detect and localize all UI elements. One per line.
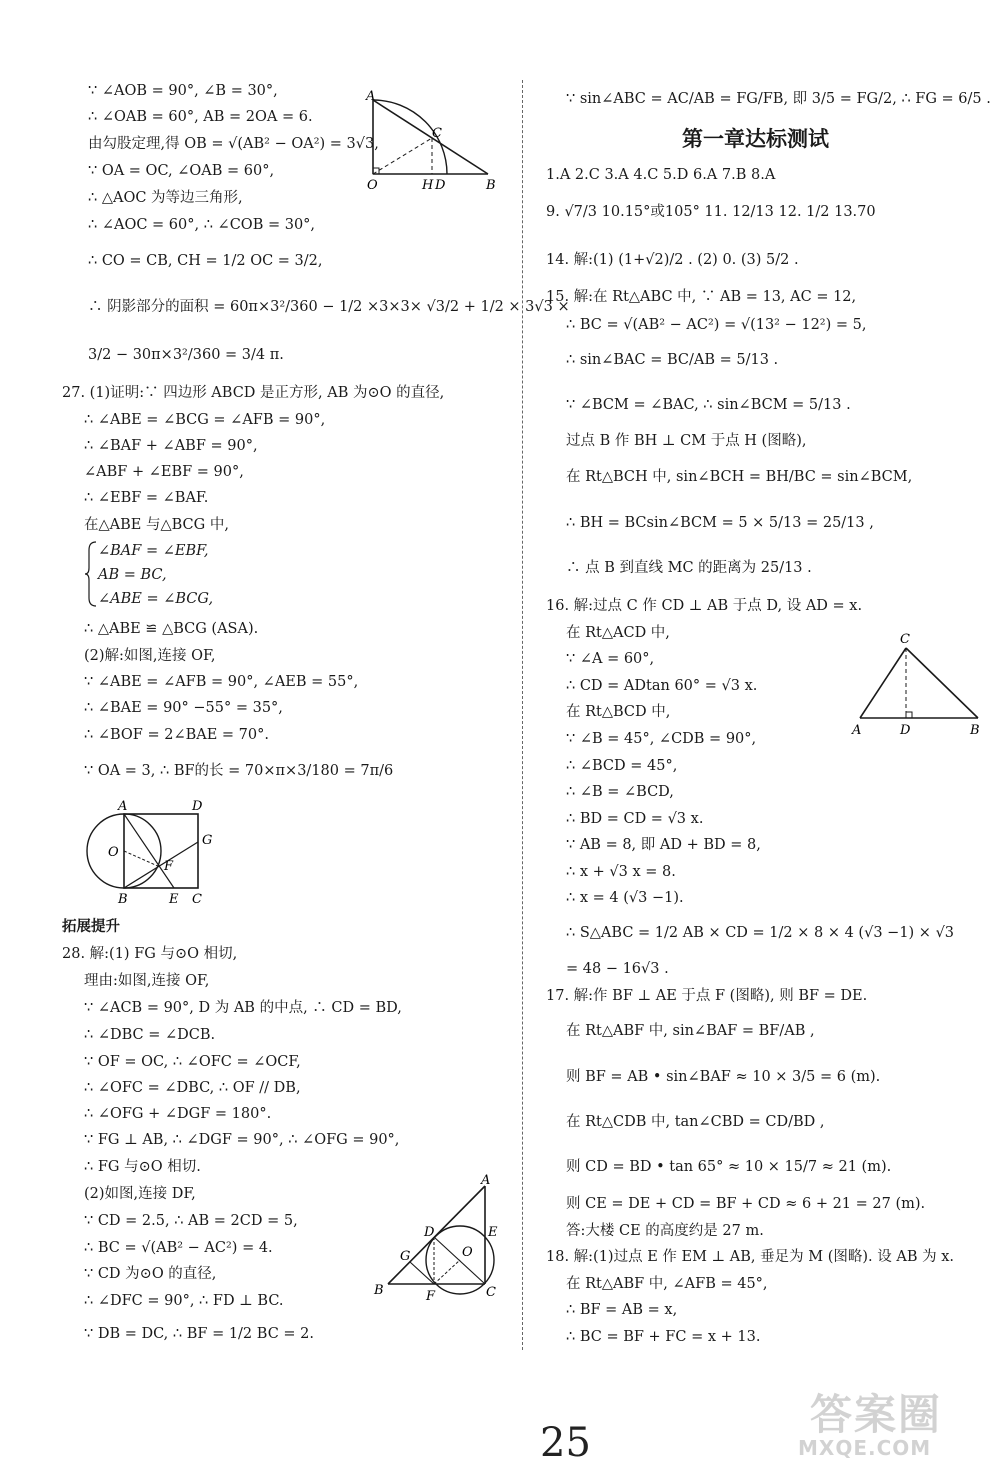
- right-line-16: ∵ ∠A = 60°,: [566, 651, 655, 667]
- left-line-4: ∵ OA = OC, ∠OAB = 60°,: [88, 163, 275, 179]
- left-line-3: 由勾股定理,得 OB = √(AB² − OA²) = 3√3,: [88, 136, 379, 152]
- right-line-1: ∵ sin∠ABC = AC/AB = FG/FB, 即 3/5 = FG/2, ∴ FG = 6/5 .: [566, 91, 991, 107]
- left-line-35: (2)如图,连接 DF,: [84, 1186, 196, 1202]
- left-line-16: ∠BAF = ∠EBF,: [98, 543, 209, 559]
- fig1-label: D: [435, 178, 446, 193]
- left-line-40: ∵ DB = DC, ∴ BF = 1/2 BC = 2.: [84, 1326, 314, 1342]
- watermark: [790, 1382, 990, 1464]
- fig1-label: B: [486, 178, 496, 193]
- figure-triangle-circle: [370, 1170, 510, 1306]
- right-line-19: ∵ ∠B = 45°, ∠CDB = 90°,: [566, 731, 757, 747]
- right-line-31: 在 Rt△CDB 中, tan∠CBD = CD/BD ,: [566, 1114, 825, 1130]
- left-line-20: (2)解:如图,连接 OF,: [84, 648, 216, 664]
- left-line-6: ∴ ∠AOC = 60°, ∴ ∠COB = 30°,: [88, 217, 316, 233]
- left-line-28: ∵ ∠ACB = 90°, D 为 AB 的中点, ∴ CD = BD,: [84, 1000, 402, 1016]
- fig16-label: D: [900, 723, 911, 738]
- fig1-label: A: [366, 89, 376, 104]
- fig28-label: D: [424, 1225, 435, 1240]
- left-line-11: ∴ ∠ABE = ∠BCG = ∠AFB = 90°,: [84, 412, 326, 428]
- right-line-35: 18. 解:(1)过点 E 作 EM ⊥ AB, 垂足为 M (图略). 设 AB 为 x.: [546, 1249, 954, 1265]
- system-brace-icon: [84, 540, 98, 608]
- fig16-label: C: [900, 632, 910, 647]
- fig28-label: F: [426, 1289, 436, 1304]
- right-line-30: 则 BF = AB • sin∠BAF ≈ 10 × 3/5 = 6 (m).: [566, 1069, 881, 1085]
- left-line-17: AB = BC,: [98, 567, 167, 583]
- right-line-17: ∴ CD = ADtan 60° = √3 x.: [566, 678, 758, 694]
- fig27-label: C: [192, 892, 202, 907]
- chapter-title: 第一章达标测试: [682, 127, 829, 151]
- right-line-32: 则 CD = BD • tan 65° ≈ 10 × 15/7 ≈ 21 (m).: [566, 1159, 892, 1175]
- right-line-12: ∴ BH = BCsin∠BCM = 5 × 5/13 = 25/13 ,: [566, 515, 874, 531]
- right-line-11: 在 Rt△BCH 中, sin∠BCH = BH/BC = sin∠BCM,: [566, 469, 913, 485]
- left-line-31: ∴ ∠OFC = ∠DBC, ∴ OF // DB,: [84, 1080, 301, 1096]
- fig28-label: B: [374, 1283, 384, 1298]
- left-line-33: ∵ FG ⊥ AB, ∴ ∠DGF = 90°, ∴ ∠OFG = 90°,: [84, 1132, 400, 1148]
- right-line-10: 过点 B 作 BH ⊥ CM 于点 H (图略),: [566, 433, 807, 449]
- fig28-label: A: [481, 1173, 491, 1188]
- fig27-label: O: [108, 845, 119, 860]
- left-line-27: 理由:如图,连接 OF,: [84, 973, 210, 989]
- left-line-29: ∴ ∠DBC = ∠DCB.: [84, 1027, 216, 1043]
- left-line-2: ∴ ∠OAB = 60°, AB = 2OA = 6.: [88, 109, 313, 125]
- left-line-39: ∴ ∠DFC = 90°, ∴ FD ⊥ BC.: [84, 1293, 284, 1309]
- right-line-8: ∴ sin∠BAC = BC/AB = 5/13 .: [566, 352, 779, 368]
- left-line-18: ∠ABE = ∠BCG,: [98, 591, 214, 607]
- fig1-label: C: [432, 126, 442, 141]
- left-line-15: 在△ABE 与△BCG 中,: [84, 517, 229, 533]
- right-line-15: 在 Rt△ACD 中,: [566, 625, 670, 641]
- right-line-7: ∴ BC = √(AB² − AC²) = √(13² − 12²) = 5,: [566, 317, 867, 333]
- fig28-label: E: [488, 1225, 498, 1240]
- left-line-34: ∴ FG 与⊙O 相切.: [84, 1159, 201, 1175]
- fig28-label: G: [400, 1249, 411, 1264]
- right-line-9: ∵ ∠BCM = ∠BAC, ∴ sin∠BCM = 5/13 .: [566, 397, 851, 413]
- right-line-21: ∴ ∠B = ∠BCD,: [566, 784, 674, 800]
- fig27-label: G: [202, 833, 213, 848]
- left-line-23: ∴ ∠BOF = 2∠BAE = 70°.: [84, 727, 269, 743]
- fig27-label: F: [164, 859, 174, 874]
- fig16-label: B: [970, 723, 980, 738]
- left-line-5: ∴ △AOC 为等边三角形,: [88, 190, 243, 206]
- right-line-29: 在 Rt△ABF 中, sin∠BAF = BF/AB ,: [566, 1023, 815, 1039]
- right-line-34: 答:大楼 CE 的高度约是 27 m.: [566, 1223, 764, 1239]
- fig28-label: C: [486, 1285, 496, 1300]
- page-number: 25: [540, 1420, 591, 1466]
- left-line-10: 27. (1)证明:∵ 四边形 ABCD 是正方形, AB 为⊙O 的直径,: [62, 385, 445, 401]
- figure-triangle-altitude: [848, 628, 988, 740]
- right-line-18: 在 Rt△BCD 中,: [566, 704, 671, 720]
- figure-sector-triangle: [360, 88, 510, 196]
- right-line-14: 16. 解:过点 C 作 CD ⊥ AB 于点 D, 设 AD = x.: [546, 598, 863, 614]
- left-line-38: ∵ CD 为⊙O 的直径,: [84, 1266, 217, 1282]
- right-line-26: ∴ S△ABC = 1/2 AB × CD = 1/2 × 8 × 4 (√3 −1) × √3: [566, 925, 955, 941]
- left-line-37: ∴ BC = √(AB² − AC²) = 4.: [84, 1240, 273, 1256]
- right-line-13: ∴ 点 B 到直线 MC 的距离为 25/13 .: [566, 560, 812, 576]
- left-line-22: ∴ ∠BAE = 90° −55° = 35°,: [84, 700, 283, 716]
- right-line-3: 1.A 2.C 3.A 4.C 5.D 6.A 7.B 8.A: [546, 167, 776, 183]
- watermark-logo: 答案圈: [810, 1390, 943, 1439]
- right-line-37: ∴ BF = AB = x,: [566, 1302, 678, 1318]
- left-line-26: 28. 解:(1) FG 与⊙O 相切,: [62, 946, 238, 962]
- section-heading: 拓展提升: [62, 919, 120, 935]
- right-line-4: 9. √7/3 10.15°或105° 11. 12/13 12. 1/2 13.70: [546, 204, 876, 220]
- left-line-1: ∵ ∠AOB = 90°, ∠B = 30°,: [88, 83, 278, 99]
- right-line-5: 14. 解:(1) (1+√2)/2 . (2) 0. (3) 5/2 .: [546, 252, 799, 268]
- right-line-6: 15. 解:在 Rt△ABC 中, ∵ AB = 13, AC = 12,: [546, 289, 857, 305]
- left-line-32: ∴ ∠OFG + ∠DGF = 180°.: [84, 1106, 272, 1122]
- left-line-36: ∵ CD = 2.5, ∴ AB = 2CD = 5,: [84, 1213, 298, 1229]
- left-line-14: ∴ ∠EBF = ∠BAF.: [84, 490, 209, 506]
- fig1-label: H: [422, 178, 434, 193]
- left-line-24: ∵ OA = 3, ∴ BF的长 = 70×π×3/180 = 7π/6: [84, 763, 394, 779]
- left-line-12: ∴ ∠BAF + ∠ABF = 90°,: [84, 438, 258, 454]
- right-line-24: ∴ x + √3 x = 8.: [566, 864, 676, 880]
- fig27-label: A: [118, 799, 128, 814]
- right-line-27: = 48 − 16√3 .: [566, 961, 669, 977]
- right-line-20: ∴ ∠BCD = 45°,: [566, 758, 678, 774]
- fig16-label: A: [852, 723, 862, 738]
- right-line-22: ∴ BD = CD = √3 x.: [566, 811, 704, 827]
- right-line-36: 在 Rt△ABF 中, ∠AFB = 45°,: [566, 1276, 768, 1292]
- left-line-9: 3/2 − 30π×3²/360 = 3/4 π.: [88, 347, 284, 363]
- right-line-23: ∵ AB = 8, 即 AD + BD = 8,: [566, 837, 761, 853]
- fig1-label: O: [367, 178, 378, 193]
- fig27-label: B: [118, 892, 128, 907]
- right-line-33: 则 CE = DE + CD = BF + CD ≈ 6 + 21 = 27 (m).: [566, 1196, 926, 1212]
- right-line-38: ∴ BC = BF + FC = x + 13.: [566, 1329, 761, 1345]
- figure-square-circle: [80, 796, 220, 908]
- left-line-13: ∠ABF + ∠EBF = 90°,: [84, 464, 244, 480]
- left-line-19: ∴ △ABE ≌ △BCG (ASA).: [84, 621, 259, 637]
- right-line-25: ∴ x = 4 (√3 −1).: [566, 890, 684, 906]
- left-line-7: ∴ CO = CB, CH = 1/2 OC = 3/2,: [88, 253, 323, 269]
- fig27-label: E: [169, 892, 179, 907]
- watermark-url: MXQE.COM: [798, 1436, 932, 1460]
- fig28-label: O: [462, 1245, 473, 1260]
- left-line-30: ∵ OF = OC, ∴ ∠OFC = ∠OCF,: [84, 1054, 301, 1070]
- fig27-label: D: [192, 799, 203, 814]
- column-divider: [522, 80, 523, 1350]
- left-line-21: ∵ ∠ABE = ∠AFB = 90°, ∠AEB = 55°,: [84, 674, 359, 690]
- right-line-28: 17. 解:作 BF ⊥ AE 于点 F (图略), 则 BF = DE.: [546, 988, 868, 1004]
- left-line-8: ∴ 阴影部分的面积 = 60π×3²/360 − 1/2 ×3×3× √3/2 + 1/2 × 3√3 ×: [88, 299, 570, 315]
